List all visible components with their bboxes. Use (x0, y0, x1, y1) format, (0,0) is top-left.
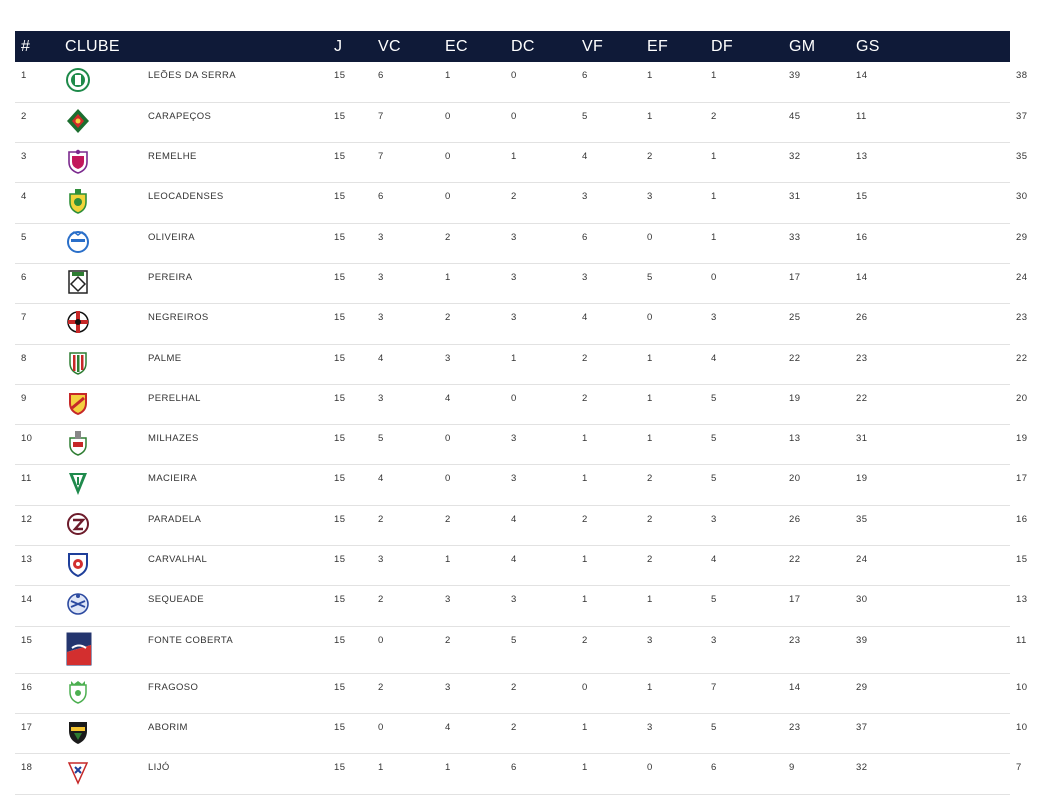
cell-df: 4 (711, 554, 717, 566)
cell-dc: 2 (511, 721, 517, 733)
cell-ef: 1 (647, 110, 653, 122)
cell-vc: 7 (378, 110, 384, 122)
cell-df: 5 (711, 594, 717, 606)
cell-vc: 0 (378, 721, 384, 733)
cell-gs: 14 (856, 271, 868, 283)
cell-gm: 31 (789, 191, 801, 203)
cell-vf: 3 (582, 191, 588, 203)
table-row[interactable]: 12 PARADELA 15 2 2 4 2 2 3 26 35 16 (15, 505, 1010, 545)
cell-gm: 22 (789, 554, 801, 566)
cell-pos: 13 (21, 554, 33, 566)
crest-yellow-green-icon (59, 183, 142, 223)
crest-green-shield-icon (59, 465, 142, 505)
cell-ef: 5 (647, 271, 653, 283)
cell-ef: 2 (647, 554, 653, 566)
crest-black-white-icon (59, 263, 142, 303)
cell-pos: 5 (21, 231, 27, 243)
cell-gs: 26 (856, 312, 868, 324)
cell-gm: 33 (789, 231, 801, 243)
crest-purple-icon (59, 143, 142, 183)
header-pos[interactable]: # (21, 37, 31, 55)
cell-gm: 23 (789, 634, 801, 646)
cell-j: 15 (334, 681, 346, 693)
cell-ef: 0 (647, 312, 653, 324)
cell-ef: 1 (647, 352, 653, 364)
cell-vf: 1 (582, 433, 588, 445)
cell-pos: 8 (21, 352, 27, 364)
crest-red-cross-icon (66, 309, 90, 335)
cell-gm: 9 (789, 762, 795, 774)
cell-j: 15 (334, 594, 346, 606)
cell-dc: 1 (511, 151, 517, 163)
cell-vf: 1 (582, 762, 588, 774)
cell-ec: 2 (445, 231, 451, 243)
cell-vf: 2 (582, 634, 588, 646)
cell-ef: 3 (647, 721, 653, 733)
cell-vc: 7 (378, 151, 384, 163)
header-j[interactable]: J (334, 37, 343, 55)
cell-gs: 35 (856, 513, 868, 525)
cell-j: 15 (334, 352, 346, 364)
cell-j: 15 (334, 554, 346, 566)
cell-df: 3 (711, 513, 717, 525)
cell-ec: 0 (445, 433, 451, 445)
crest-purple-icon (66, 148, 90, 174)
cell-df: 3 (711, 312, 717, 324)
crest-yellow-green-icon (66, 188, 90, 214)
cell-vf: 3 (582, 271, 588, 283)
cell-dc: 2 (511, 191, 517, 203)
cell-gm: 39 (789, 70, 801, 81)
cell-club[interactable]: LEÕES DA SERRA (148, 70, 236, 81)
cell-j: 15 (334, 762, 346, 774)
cell-df: 4 (711, 352, 717, 364)
crest-black-yellow-icon (59, 713, 142, 753)
cell-pos: 11 (21, 473, 32, 485)
crest-black-white-icon (66, 269, 90, 295)
crest-light-green-icon (59, 673, 142, 713)
cell-club[interactable]: PARADELA (148, 513, 202, 525)
cell-ec: 3 (445, 352, 451, 364)
cell-gs: 31 (856, 433, 868, 445)
cell-club[interactable]: FONTE COBERTA (148, 634, 234, 646)
cell-vf: 1 (582, 594, 588, 606)
crest-green-white-icon (59, 62, 142, 102)
cell-ec: 0 (445, 473, 451, 485)
table-row[interactable]: 15 FONTE COBERTA 15 0 2 5 2 3 3 23 39 11 (15, 626, 1010, 673)
cell-ec: 4 (445, 721, 451, 733)
cell-ef: 1 (647, 594, 653, 606)
cell-club[interactable]: MACIEIRA (148, 473, 198, 485)
cell-pos: 10 (21, 433, 33, 445)
crest-diamond-green-red-icon (66, 108, 90, 134)
cell-vf: 4 (582, 151, 588, 163)
cell-vc: 4 (378, 352, 384, 364)
cell-gm: 23 (789, 721, 801, 733)
cell-gs: 32 (856, 762, 868, 774)
cell-j: 15 (334, 110, 346, 122)
cell-pos: 17 (21, 721, 33, 733)
crest-blue-round-icon (66, 591, 90, 617)
cell-vf: 0 (582, 681, 588, 693)
cell-vc: 6 (378, 70, 384, 81)
cell-dc: 3 (511, 594, 517, 606)
cell-ef: 2 (647, 151, 653, 163)
cell-ef: 2 (647, 473, 653, 485)
header-club[interactable]: CLUBE (65, 37, 120, 55)
cell-gs: 23 (856, 352, 868, 364)
table-row[interactable]: 2 CARAPEÇOS 15 7 0 0 5 1 2 45 11 37 (15, 102, 1010, 142)
cell-j: 15 (334, 231, 346, 243)
cell-vc: 2 (378, 594, 384, 606)
cell-vc: 2 (378, 681, 384, 693)
cell-j: 15 (334, 433, 346, 445)
header-dc[interactable]: DC (511, 37, 535, 55)
cell-dc: 3 (511, 473, 517, 485)
cell-vc: 3 (378, 554, 384, 566)
crest-tower-icon (66, 430, 90, 456)
cell-ef: 0 (647, 231, 653, 243)
cell-df: 1 (711, 231, 717, 243)
cell-vf: 2 (582, 513, 588, 525)
cell-ef: 3 (647, 634, 653, 646)
cell-gm: 17 (789, 271, 801, 283)
cell-pos: 12 (21, 513, 33, 525)
crest-white-red-icon (59, 754, 142, 794)
crest-blue-white-icon (66, 229, 90, 255)
cell-pos: 16 (21, 681, 33, 693)
cell-club[interactable]: FRAGOSO (148, 681, 199, 693)
cell-dc: 3 (511, 312, 517, 324)
cell-gm: 13 (789, 433, 801, 445)
cell-dc: 3 (511, 231, 517, 243)
cell-ef: 1 (647, 433, 653, 445)
cell-vc: 5 (378, 433, 384, 445)
crest-blue-red-flag-icon (66, 632, 92, 666)
cell-ec: 0 (445, 191, 451, 203)
cell-gm: 20 (789, 473, 801, 485)
table-row[interactable]: 13 CARVALHAL 15 3 1 4 1 2 4 22 24 15 (15, 546, 1010, 586)
cell-dc: 0 (511, 392, 517, 404)
cell-gm: 17 (789, 594, 801, 606)
table-row[interactable]: 14 SEQUEADE 15 2 3 3 1 1 5 17 30 13 (15, 586, 1010, 626)
cell-df: 7 (711, 681, 717, 693)
cell-club[interactable]: PALME (148, 352, 182, 364)
cell-dc: 0 (511, 110, 517, 122)
table-row[interactable]: 18 LIJÓ 15 1 1 6 1 0 6 9 32 7 (15, 754, 1010, 794)
cell-gs: 16 (856, 231, 868, 243)
cell-df: 3 (711, 634, 717, 646)
cell-ef: 1 (647, 392, 653, 404)
table-header-row: # CLUBE J VC EC DC VF EF DF GM GS PNT (15, 31, 1010, 62)
crest-blue-red-flag-icon (59, 626, 142, 673)
cell-gs: 39 (856, 634, 868, 646)
cell-ef: 3 (647, 191, 653, 203)
cell-gs: 22 (856, 392, 868, 404)
cell-vc: 3 (378, 271, 384, 283)
crest-blue-red-shield-icon (66, 551, 90, 577)
crest-tower-icon (59, 425, 142, 465)
cell-dc: 6 (511, 762, 517, 774)
cell-gm: 14 (789, 681, 801, 693)
crest-red-cross-icon (59, 304, 142, 344)
cell-j: 15 (334, 151, 346, 163)
cell-vf: 2 (582, 352, 588, 364)
cell-ec: 0 (445, 110, 451, 122)
cell-gs: 14 (856, 70, 868, 81)
cell-club[interactable]: PERELHAL (148, 392, 201, 404)
cell-pos: 6 (21, 271, 27, 283)
header-ef[interactable]: EF (647, 37, 669, 55)
cell-j: 15 (334, 271, 346, 283)
cell-dc: 3 (511, 271, 517, 283)
cell-club[interactable]: PEREIRA (148, 271, 193, 283)
table-row[interactable]: 5 OLIVEIRA 15 3 2 3 6 0 1 33 16 29 (15, 223, 1010, 263)
cell-gs: 37 (856, 721, 868, 733)
cell-j: 15 (334, 513, 346, 525)
cell-df: 2 (711, 110, 717, 122)
table-body (15, 62, 1028, 794)
cell-ec: 2 (445, 634, 451, 646)
cell-df: 5 (711, 473, 717, 485)
header-gs[interactable]: GS (856, 37, 880, 55)
cell-ec: 1 (445, 70, 451, 81)
cell-vf: 1 (582, 721, 588, 733)
cell-pos: 7 (21, 312, 27, 324)
cell-vc: 1 (378, 762, 384, 774)
table-row[interactable]: 3 REMELHE 15 7 0 1 4 2 1 32 13 35 (15, 143, 1010, 183)
cell-pos: 15 (21, 634, 33, 646)
cell-club[interactable]: LIJÓ (148, 762, 170, 774)
cell-pos: 9 (21, 392, 27, 404)
crest-blue-round-icon (59, 586, 142, 626)
cell-gm: 45 (789, 110, 801, 122)
cell-df: 6 (711, 762, 717, 774)
cell-j: 15 (334, 191, 346, 203)
table-row[interactable]: 16 FRAGOSO 15 2 3 2 0 1 7 14 29 10 (15, 673, 1010, 713)
cell-club[interactable]: ABORIM (148, 721, 188, 733)
cell-gs: 13 (856, 151, 868, 163)
table-row[interactable]: 6 PEREIRA 15 3 1 3 3 5 0 17 14 24 (15, 263, 1010, 303)
cell-gm: 22 (789, 352, 801, 364)
cell-pos: 18 (21, 762, 33, 774)
table-row[interactable]: 9 PERELHAL 15 3 4 0 2 1 5 19 22 20 (15, 384, 1010, 424)
cell-j: 15 (334, 70, 346, 81)
cell-gs: 15 (856, 191, 868, 203)
cell-df: 1 (711, 191, 717, 203)
cell-dc: 4 (511, 513, 517, 525)
cell-ec: 2 (445, 312, 451, 324)
cell-ec: 1 (445, 762, 451, 774)
cell-ec: 3 (445, 594, 451, 606)
cell-gm: 32 (789, 151, 801, 163)
cell-club[interactable]: REMELHE (148, 151, 197, 163)
cell-vc: 3 (378, 231, 384, 243)
crest-striped-red-green-icon (59, 344, 142, 384)
cell-pos: 2 (21, 110, 27, 122)
cell-vf: 1 (582, 554, 588, 566)
cell-club[interactable]: OLIVEIRA (148, 231, 196, 243)
cell-vc: 3 (378, 312, 384, 324)
cell-vc: 4 (378, 473, 384, 485)
cell-j: 15 (334, 392, 346, 404)
cell-ec: 2 (445, 513, 451, 525)
cell-vf: 4 (582, 312, 588, 324)
cell-vc: 6 (378, 191, 384, 203)
header-vf[interactable]: VF (582, 37, 604, 55)
cell-gs: 11 (856, 110, 867, 122)
cell-dc: 5 (511, 634, 517, 646)
crest-black-yellow-icon (66, 719, 90, 745)
cell-gs: 19 (856, 473, 868, 485)
crest-blue-white-icon (59, 223, 142, 263)
table-row[interactable]: 11 MACIEIRA 15 4 0 3 1 2 5 20 19 17 (15, 465, 1010, 505)
crest-striped-red-green-icon (66, 350, 90, 376)
cell-df: 1 (711, 151, 717, 163)
cell-df: 5 (711, 392, 717, 404)
table-row[interactable]: 7 NEGREIROS 15 3 2 3 4 0 3 25 26 23 (15, 304, 1010, 344)
cell-j: 15 (334, 721, 346, 733)
table-row[interactable]: 17 ABORIM 15 0 4 2 1 3 5 23 37 10 (15, 713, 1010, 753)
cell-vf: 2 (582, 392, 588, 404)
cell-club[interactable]: NEGREIROS (148, 312, 209, 324)
table-row[interactable]: 4 LEOCADENSES 15 6 0 2 3 3 1 31 15 30 (15, 183, 1010, 223)
cell-ef: 2 (647, 513, 653, 525)
crest-blue-red-shield-icon (59, 546, 142, 586)
cell-vf: 5 (582, 110, 588, 122)
cell-ec: 1 (445, 554, 451, 566)
cell-club[interactable]: SEQUEADE (148, 594, 204, 606)
cell-df: 5 (711, 721, 717, 733)
cell-df: 1 (711, 70, 717, 81)
header-vc[interactable]: VC (378, 37, 401, 55)
cell-pos: 14 (21, 594, 33, 606)
cell-vf: 1 (582, 473, 588, 485)
cell-club[interactable]: CARVALHAL (148, 554, 208, 566)
cell-df: 0 (711, 271, 717, 283)
cell-gm: 25 (789, 312, 801, 324)
cell-club[interactable]: LEOCADENSES (148, 191, 224, 203)
cell-gs: 24 (856, 554, 868, 566)
cell-dc: 1 (511, 352, 517, 364)
cell-vf: 6 (582, 231, 588, 243)
cell-ef: 1 (647, 681, 653, 693)
crest-green-white-icon (66, 67, 90, 93)
table-row[interactable]: 8 PALME 15 4 3 1 2 1 4 22 23 22 (15, 344, 1010, 384)
cell-ec: 1 (445, 271, 451, 283)
cell-ec: 4 (445, 392, 451, 404)
standings-table (15, 31, 1049, 795)
cell-vc: 3 (378, 392, 384, 404)
cell-gs: 29 (856, 681, 868, 693)
cell-ec: 3 (445, 681, 451, 693)
crest-maroon-circle-icon (59, 505, 142, 545)
cell-gm: 26 (789, 513, 801, 525)
cell-pos: 4 (21, 191, 27, 203)
crest-light-green-icon (66, 679, 90, 705)
cell-vc: 2 (378, 513, 384, 525)
header-ec[interactable]: EC (445, 37, 468, 55)
cell-dc: 3 (511, 433, 517, 445)
cell-j: 15 (334, 312, 346, 324)
cell-j: 15 (334, 473, 346, 485)
crest-yellow-red-icon (59, 384, 142, 424)
crest-green-shield-icon (66, 470, 90, 496)
cell-df: 5 (711, 433, 717, 445)
cell-j: 15 (334, 634, 346, 646)
table-row[interactable]: 10 MILHAZES 15 5 0 3 1 1 5 13 31 19 (15, 425, 1010, 465)
header-gm[interactable]: GM (789, 37, 816, 55)
header-df[interactable]: DF (711, 37, 733, 55)
cell-dc: 4 (511, 554, 517, 566)
crest-yellow-red-icon (66, 390, 90, 416)
cell-vc: 0 (378, 634, 384, 646)
crest-white-red-icon (66, 759, 90, 785)
table-row[interactable]: 1 LEÕES DA SERRA 15 6 1 0 6 1 1 39 14 38 (15, 62, 1010, 102)
cell-gs: 30 (856, 594, 868, 606)
cell-pos: 3 (21, 151, 27, 163)
cell-club[interactable]: MILHAZES (148, 433, 199, 445)
cell-dc: 2 (511, 681, 517, 693)
cell-vf: 6 (582, 70, 588, 81)
cell-ec: 0 (445, 151, 451, 163)
cell-ef: 0 (647, 762, 653, 774)
crest-maroon-circle-icon (66, 511, 90, 537)
cell-club[interactable]: CARAPEÇOS (148, 110, 212, 122)
cell-dc: 0 (511, 70, 517, 81)
cell-ef: 1 (647, 70, 653, 81)
cell-pos: 1 (21, 70, 27, 81)
standings-table-container (15, 31, 1049, 795)
cell-gm: 19 (789, 392, 801, 404)
crest-diamond-green-red-icon (59, 102, 142, 142)
